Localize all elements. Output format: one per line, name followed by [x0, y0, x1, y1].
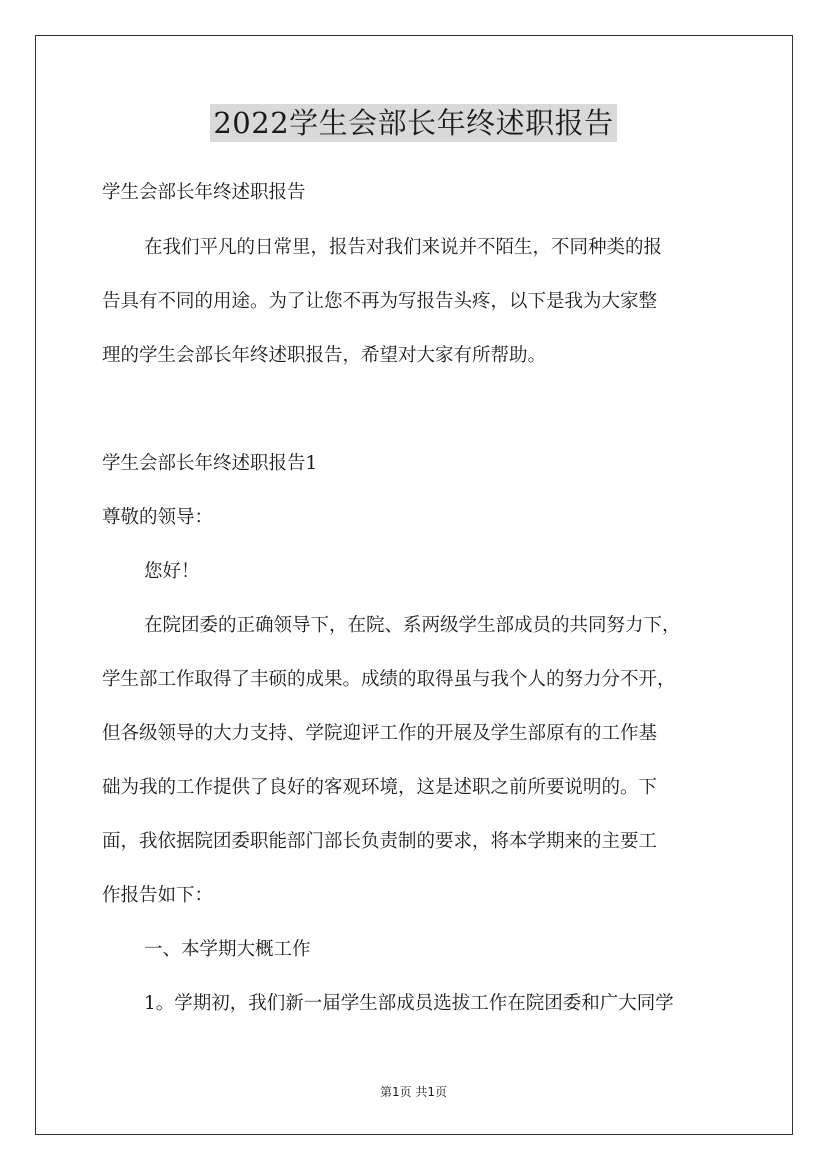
page-footer: 第1页 共1页 — [379, 1085, 448, 1099]
subsection-heading: 一、本学期大概工作 — [144, 939, 311, 960]
section-heading: 学生会部长年终述职报告 — [102, 182, 306, 203]
title-wrap — [0, 104, 827, 142]
intro-line: 理的学生会部长年终述职报告，希望对大家有所帮助。 — [102, 345, 547, 366]
document-title: 2022学生会部长年终述职报告 — [210, 104, 616, 142]
greeting: 您好！ — [144, 561, 200, 582]
body-line: 学生部工作取得了丰硕的成果。成绩的取得虽与我个人的努力分不开， — [102, 669, 676, 690]
intro-line: 在我们平凡的日常里，报告对我们来说并不陌生，不同种类的报 — [144, 237, 663, 258]
section-heading: 学生会部长年终述职报告1 — [102, 453, 318, 474]
body-line: 面，我依据院团委职能部门部长负责制的要求，将本学期来的主要工 — [102, 831, 658, 852]
intro-line: 告具有不同的用途。为了让您不再为写报告头疼，以下是我为大家整 — [102, 291, 658, 312]
body-line: 但各级领导的大力支持、学院迎评工作的开展及学生部原有的工作基 — [102, 723, 658, 744]
salutation: 尊敬的领导： — [102, 507, 214, 528]
body-line: 础为我的工作提供了良好的客观环境，这是述职之前所要说明的。下 — [102, 777, 658, 798]
body-line: 作报告如下： — [102, 885, 214, 906]
body-line: 在院团委的正确领导下，在院、系两级学生部成员的共同努力下， — [144, 615, 681, 636]
body-line: 1。学期初，我们新一届学生部成员选拔工作在院团委和广大同学 — [144, 993, 674, 1014]
